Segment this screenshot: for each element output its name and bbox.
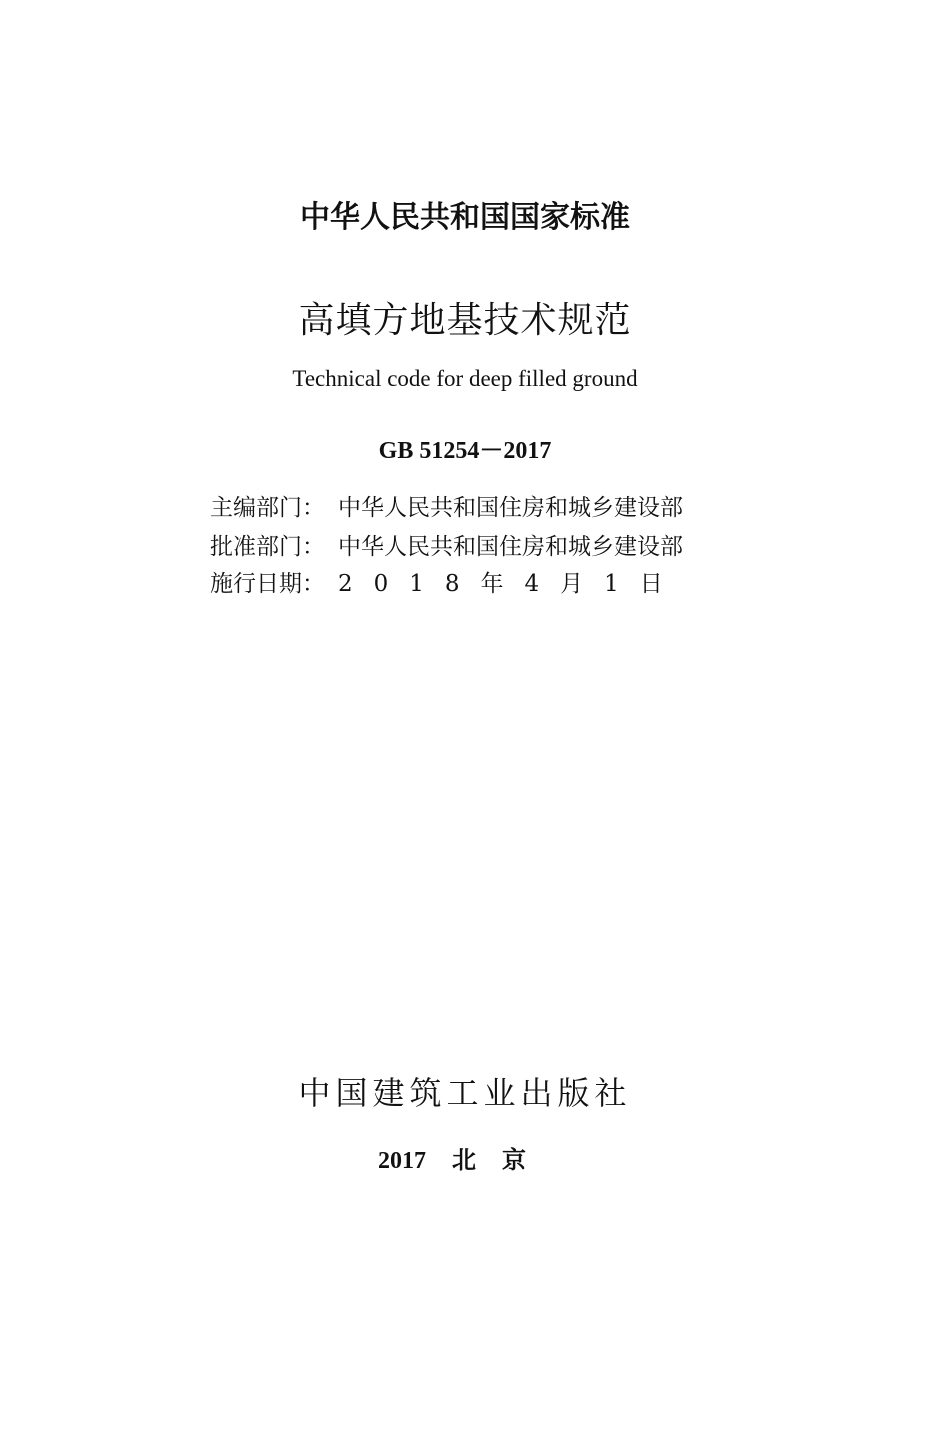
standard-number: GB 51254－2017: [378, 438, 552, 464]
approval-label: 批准部门：: [210, 534, 325, 560]
chief-editor-row: [210, 492, 683, 524]
effective-date-label: 施行日期：: [210, 571, 325, 597]
series-title: 中华人民共和国国家标准: [300, 200, 630, 235]
imprint-city: 北京: [452, 1145, 552, 1174]
imprint-year: 2017: [378, 1148, 426, 1174]
publisher-name: 中国建筑工业出版社: [298, 1074, 632, 1112]
approval-row: [210, 531, 683, 563]
chief-editor-label: 主编部门：: [210, 495, 325, 521]
effective-date-row: [210, 568, 684, 600]
chief-editor-value: 中华人民共和国住房和城乡建设部: [338, 495, 683, 521]
imprint: [0, 1140, 930, 1175]
document-title-chinese: 高填方地基技术规范: [298, 300, 632, 341]
approval-value: 中华人民共和国住房和城乡建设部: [338, 534, 683, 560]
document-title-english: Technical code for deep filled ground: [292, 366, 638, 391]
effective-date-value: 2018年4月1日: [338, 571, 684, 597]
